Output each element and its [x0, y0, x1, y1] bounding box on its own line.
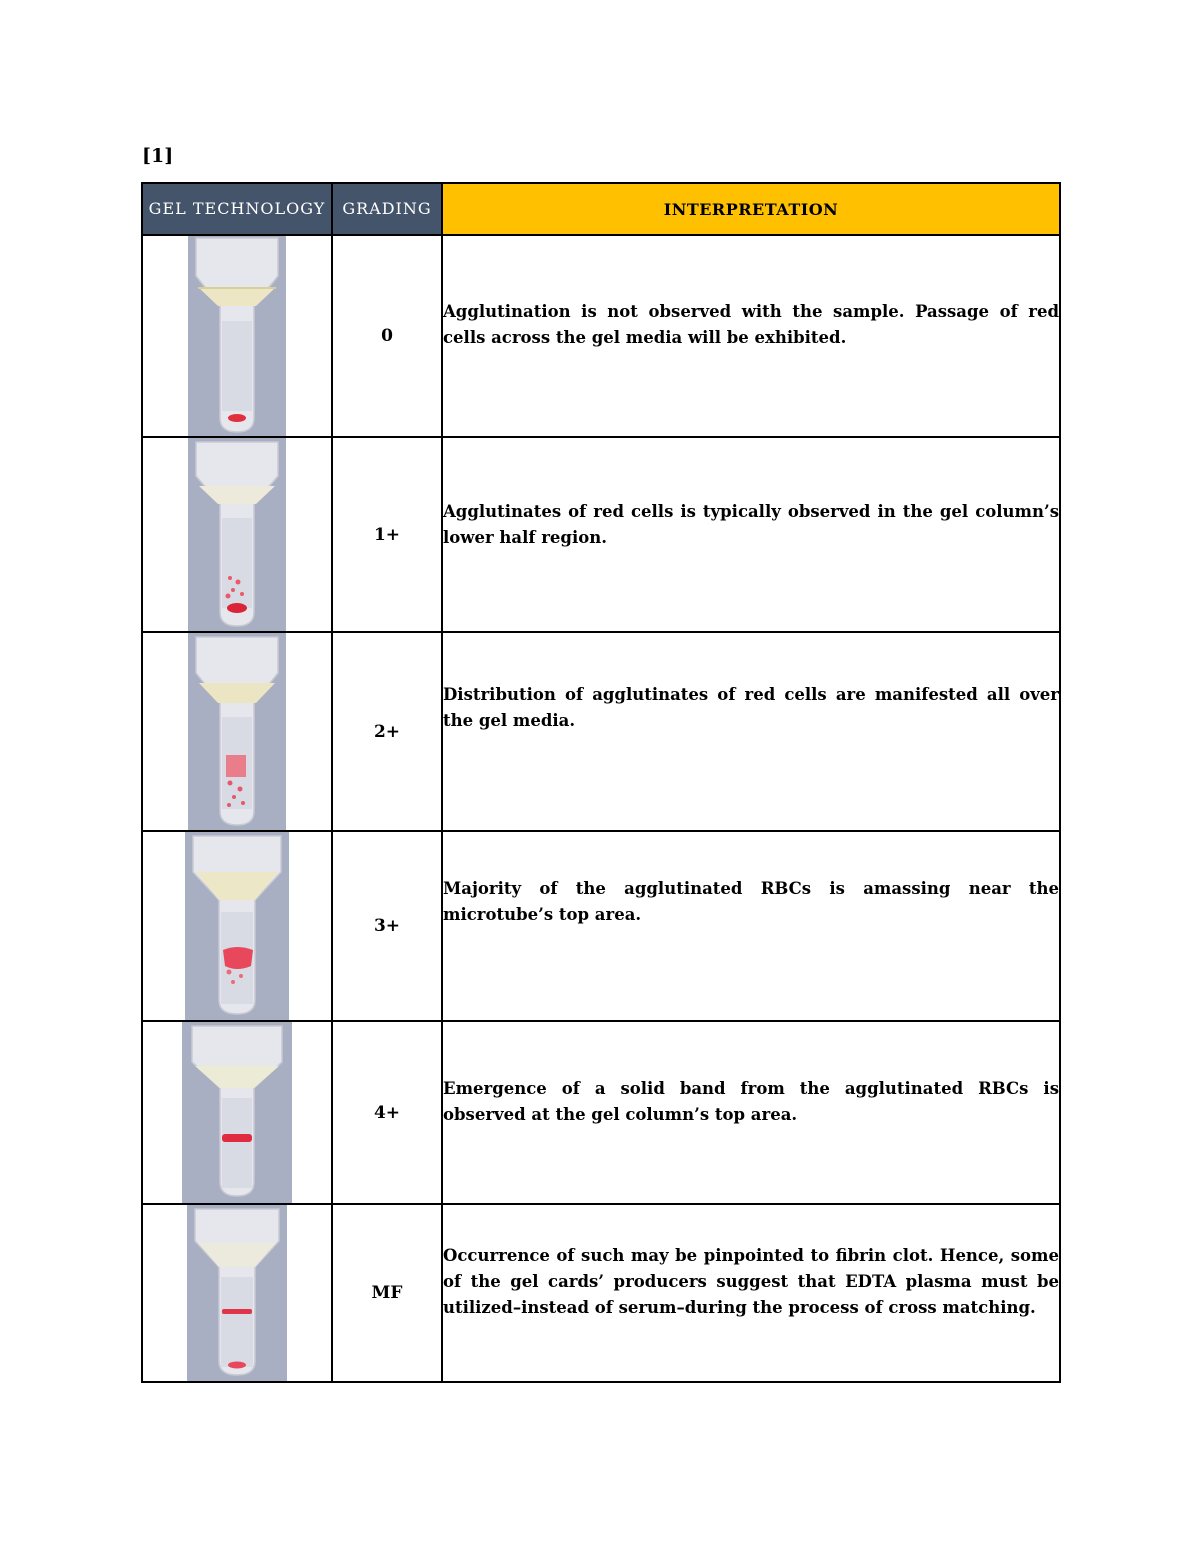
gel-tube-grade-mf-image: [187, 1205, 287, 1381]
grade-value: 3+: [332, 831, 442, 1021]
interpretation-text: Agglutinates of red cells is typically observed in the gel column’s lower half region.: [443, 502, 1059, 547]
table-row: [142, 235, 1060, 437]
header-interpretation: INTERPRETATION: [442, 183, 1060, 235]
interpretation-cell: [442, 831, 1060, 1021]
grade-value: 2+: [332, 632, 442, 831]
gel-image-cell: [142, 437, 332, 632]
gel-image-cell: [142, 1204, 332, 1382]
gel-image-cell: [142, 632, 332, 831]
table-header-row: [142, 183, 1060, 235]
interpretation-text: Emergence of a solid band from the agglutinated RBCs is observed at the gel column’s top area.: [443, 1079, 1059, 1124]
interpretation-cell: [442, 1021, 1060, 1204]
gel-image-cell: [142, 1021, 332, 1204]
table-row: [142, 831, 1060, 1021]
gel-image-cell: [142, 235, 332, 437]
interpretation-text: Distribution of agglutinates of red cells are manifested all over the gel media.: [443, 685, 1059, 730]
gel-tube-grade-3-image: [185, 832, 289, 1020]
grade-value: 1+: [332, 437, 442, 632]
interpretation-cell: [442, 437, 1060, 632]
table-row: [142, 437, 1060, 632]
gel-tube-grade-2-image: [188, 633, 286, 830]
gel-grading-table: [141, 182, 1061, 1383]
gel-tube-grade-4-image: [182, 1022, 292, 1203]
interpretation-cell: [442, 235, 1060, 437]
interpretation-text: Occurrence of such may be pinpointed to fibrin clot. Hence, some of the gel cards’ producers suggest that EDTA plasma must be utilized–instead of serum–during the process of cross matching.: [443, 1246, 1059, 1317]
interpretation-cell: [442, 1204, 1060, 1382]
gel-tube-grade-1-image: [188, 438, 286, 631]
grade-value: 0: [332, 235, 442, 437]
grade-value: MF: [332, 1204, 442, 1382]
table-row: [142, 1021, 1060, 1204]
grade-value: 4+: [332, 1021, 442, 1204]
reference-marker: [1]: [142, 145, 174, 167]
interpretation-text: Agglutination is not observed with the sample. Passage of red cells across the gel media will be exhibited.: [443, 302, 1059, 347]
table-row: [142, 1204, 1060, 1382]
table-row: [142, 632, 1060, 831]
interpretation-cell: [442, 632, 1060, 831]
gel-image-cell: [142, 831, 332, 1021]
header-gel-technology: GEL TECHNOLOGY: [142, 183, 332, 235]
gel-tube-grade-0-image: [188, 236, 286, 436]
interpretation-text: Majority of the agglutinated RBCs is amassing near the microtube’s top area.: [443, 879, 1059, 924]
header-grading: GRADING: [332, 183, 442, 235]
